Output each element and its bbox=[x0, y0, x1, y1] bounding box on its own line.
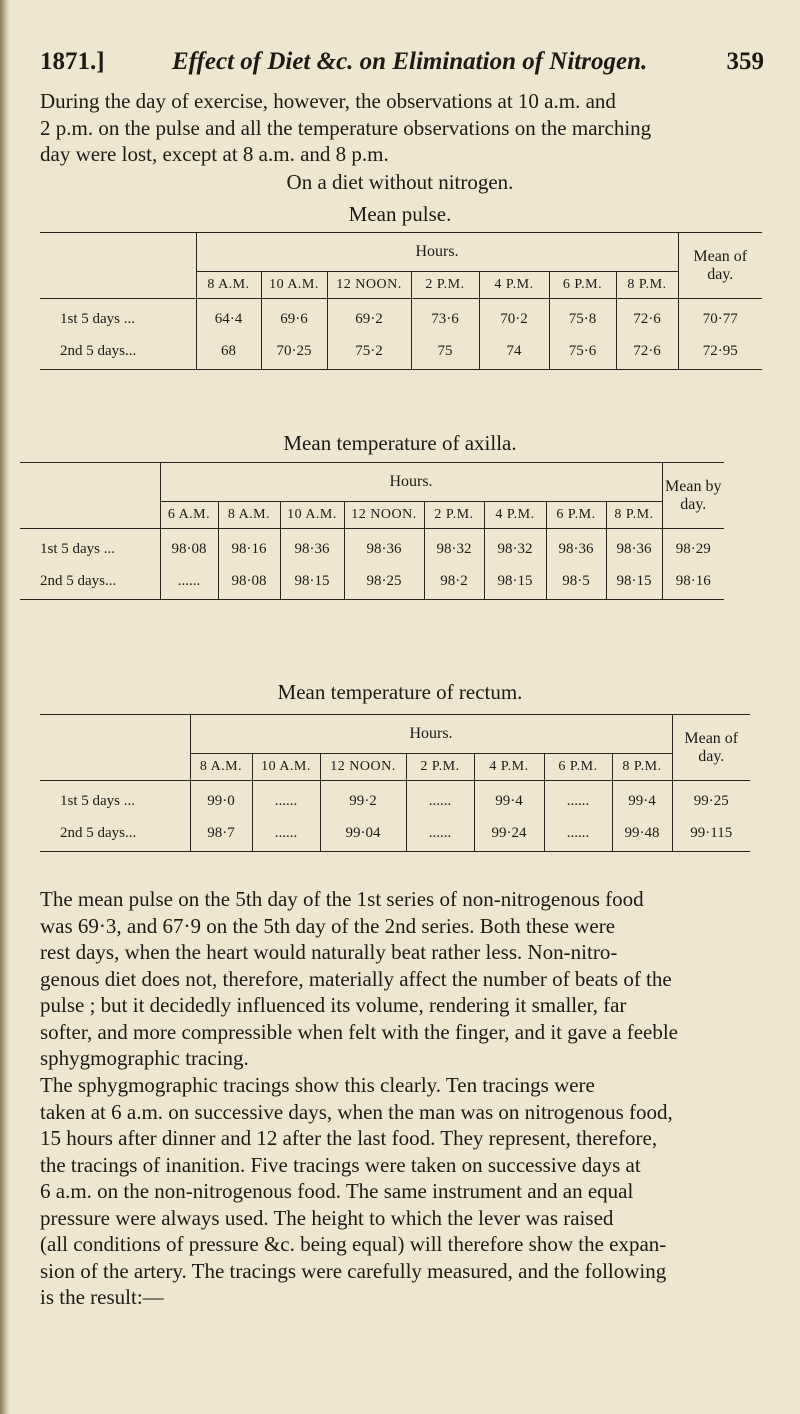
rectum-corner bbox=[40, 715, 190, 781]
table-cell: 98·5 bbox=[562, 573, 590, 589]
table-cell: 98·32 bbox=[436, 541, 472, 557]
axilla-col-cells bbox=[484, 529, 546, 600]
rectum-col-header: 6 P.M. bbox=[544, 754, 612, 781]
text-line: softer, and more compressible when felt with the finger, and it gave a feeble bbox=[40, 1019, 678, 1044]
pulse-col-cells bbox=[479, 299, 549, 370]
pulse-col-header: 10 A.M. bbox=[261, 272, 327, 299]
pulse-corner bbox=[40, 233, 196, 299]
table-cell: 72·6 bbox=[633, 311, 661, 327]
axilla-col-cells bbox=[160, 529, 218, 600]
row-label: 1st 5 days ... bbox=[40, 541, 115, 557]
pulse-col-header: 12 NOON. bbox=[327, 272, 411, 299]
axilla-col-cells bbox=[280, 529, 344, 600]
table-cell: 98·15 bbox=[616, 573, 652, 589]
table-cell: 98·36 bbox=[616, 541, 652, 557]
row-label: 2nd 5 days... bbox=[60, 343, 137, 359]
section-title: On a diet without nitrogen. bbox=[286, 170, 514, 194]
axilla-col-header: 2 P.M. bbox=[424, 502, 484, 529]
header-title: Effect of Diet &c. on Elimination of Nitrogen. bbox=[172, 48, 648, 75]
rectum-col-header: 4 P.M. bbox=[474, 754, 544, 781]
table-cell: 75 bbox=[437, 343, 453, 359]
text-line: genous diet does not, therefore, materially affect the number of beats of the bbox=[40, 966, 672, 991]
table-cell: ...... bbox=[566, 825, 590, 841]
axilla-col-header: 12 NOON. bbox=[344, 502, 424, 529]
table-cell: ...... bbox=[428, 825, 452, 841]
axilla-col-header: 10 A.M. bbox=[280, 502, 344, 529]
axilla-row-labels bbox=[20, 529, 160, 600]
axilla-col-header: 8 A.M. bbox=[218, 502, 280, 529]
table-cell: ...... bbox=[274, 793, 298, 809]
intro-paragraph bbox=[40, 88, 764, 168]
body-paragraph-2 bbox=[40, 1072, 764, 1311]
axilla-col-cells bbox=[424, 529, 484, 600]
body-paragraph-1 bbox=[40, 886, 764, 1072]
mean-cell: 98·16 bbox=[675, 573, 711, 589]
text-line: (all conditions of pressure &c. being equal) will therefore show the expan- bbox=[40, 1232, 667, 1256]
table-cell: 64·4 bbox=[214, 311, 243, 327]
pulse-col-cells bbox=[261, 299, 327, 370]
intro-line: 2 p.m. on the pulse and all the temperature observations on the marching bbox=[40, 115, 652, 140]
table-cell: 98·16 bbox=[231, 541, 267, 557]
text-line: the tracings of inanition. Five tracings were taken on successive days at bbox=[40, 1152, 641, 1177]
table-cell: 99·48 bbox=[624, 825, 660, 841]
row-label: 2nd 5 days... bbox=[60, 825, 137, 841]
pulse-col-header: 8 P.M. bbox=[616, 272, 678, 299]
axilla-caption: Mean temperature of axilla. bbox=[283, 431, 517, 455]
table-cell: 74 bbox=[506, 343, 522, 359]
rectum-table bbox=[40, 714, 750, 852]
pulse-hours-header: Hours. bbox=[196, 233, 678, 272]
axilla-col-header: 6 A.M. bbox=[160, 502, 218, 529]
pulse-col-header: 8 A.M. bbox=[196, 272, 261, 299]
pulse-mean-cells bbox=[678, 299, 762, 370]
text-line: sphygmographic tracing. bbox=[40, 1046, 249, 1070]
text-line: rest days, when the heart would naturally beat rather less. Non-nitro- bbox=[40, 940, 618, 964]
table-cell: 99·04 bbox=[345, 825, 381, 841]
axilla-table bbox=[20, 462, 724, 600]
table-cell: 99·2 bbox=[349, 793, 377, 809]
text-line: taken at 6 a.m. on successive days, when the man was on nitrogenous food, bbox=[40, 1099, 673, 1124]
axilla-col-cells bbox=[606, 529, 662, 600]
pulse-mean-header: Mean of day. bbox=[678, 233, 762, 299]
table-cell: 98·08 bbox=[231, 573, 267, 589]
pulse-col-header: 2 P.M. bbox=[411, 272, 479, 299]
rectum-col-cells bbox=[474, 781, 544, 852]
table-cell: 98·08 bbox=[171, 541, 207, 557]
pulse-col-header: 4 P.M. bbox=[479, 272, 549, 299]
rectum-caption: Mean temperature of rectum. bbox=[277, 680, 523, 704]
table-cell: 72·6 bbox=[633, 343, 661, 359]
rectum-col-header: 10 A.M. bbox=[252, 754, 320, 781]
axilla-hours-header: Hours. bbox=[160, 463, 662, 502]
mean-cell: 99·25 bbox=[693, 793, 729, 809]
axilla-corner bbox=[20, 463, 160, 529]
table-cell: 98·36 bbox=[294, 541, 330, 557]
pulse-col-header: 6 P.M. bbox=[549, 272, 616, 299]
rectum-col-cells bbox=[252, 781, 320, 852]
pulse-row-labels bbox=[40, 299, 196, 370]
table-cell: 98·25 bbox=[366, 573, 402, 589]
table-cell: 98·15 bbox=[294, 573, 330, 589]
table-cell: 69·6 bbox=[280, 311, 308, 327]
table-cell: 75·2 bbox=[355, 343, 383, 359]
text-line: was 69·3, and 67·9 on the 5th day of the 2nd series. Both these were bbox=[40, 913, 616, 938]
axilla-col-header: 8 P.M. bbox=[606, 502, 662, 529]
pulse-col-cells bbox=[411, 299, 479, 370]
table-cell: 70·25 bbox=[276, 343, 312, 359]
text-line: 6 a.m. on the non-nitrogenous food. The same instrument and an equal bbox=[40, 1179, 634, 1203]
table-cell: 98·15 bbox=[497, 573, 533, 589]
rectum-col-cells bbox=[612, 781, 672, 852]
pulse-table bbox=[40, 232, 762, 370]
row-label: 2nd 5 days... bbox=[40, 573, 117, 589]
axilla-col-cells bbox=[546, 529, 606, 600]
row-label: 1st 5 days ... bbox=[60, 793, 135, 809]
intro-line: During the day of exercise, however, the observations at 10 a.m. and bbox=[40, 89, 616, 113]
table-cell: 73·6 bbox=[431, 311, 459, 327]
mean-cell: 72·95 bbox=[702, 343, 738, 359]
rectum-col-header: 12 NOON. bbox=[320, 754, 406, 781]
text-line: The mean pulse on the 5th day of the 1st series of non-nitrogenous food bbox=[40, 887, 644, 911]
text-line: The sphygmographic tracings show this clearly. Ten tracings were bbox=[40, 1073, 595, 1097]
text-line: pulse ; but it decidedly influenced its volume, rendering it smaller, far bbox=[40, 993, 627, 1017]
axilla-col-cells bbox=[218, 529, 280, 600]
text-line: is the result:— bbox=[40, 1285, 164, 1309]
table-cell: 98·7 bbox=[207, 825, 235, 841]
rectum-col-cells bbox=[320, 781, 406, 852]
text-line: 15 hours after dinner and 12 after the last food. They represent, therefore, bbox=[40, 1126, 658, 1150]
pulse-col-cells bbox=[196, 299, 261, 370]
rectum-col-cells bbox=[190, 781, 252, 852]
rectum-mean-header: Mean of day. bbox=[672, 715, 750, 781]
table-cell: 99·4 bbox=[495, 793, 523, 809]
rectum-col-header: 8 A.M. bbox=[190, 754, 252, 781]
table-cell: 75·8 bbox=[568, 311, 597, 327]
pulse-col-cells bbox=[327, 299, 411, 370]
table-cell: 75·6 bbox=[568, 343, 597, 359]
mean-cell: 98·29 bbox=[675, 541, 711, 557]
rectum-col-header: 8 P.M. bbox=[612, 754, 672, 781]
mean-cell: 70·77 bbox=[702, 311, 738, 327]
axilla-col-cells bbox=[344, 529, 424, 600]
table-cell: ...... bbox=[274, 825, 298, 841]
rectum-col-header: 2 P.M. bbox=[406, 754, 474, 781]
pulse-col-cells bbox=[616, 299, 678, 370]
intro-line: day were lost, except at 8 a.m. and 8 p.m. bbox=[40, 142, 389, 166]
axilla-col-header: 6 P.M. bbox=[546, 502, 606, 529]
rectum-mean-cells bbox=[672, 781, 750, 852]
running-header bbox=[40, 48, 764, 84]
table-cell: ...... bbox=[177, 573, 201, 589]
rectum-col-cells bbox=[544, 781, 612, 852]
text-line: sion of the artery. The tracings were carefully measured, and the following bbox=[40, 1258, 667, 1283]
header-year: 1871.] bbox=[40, 48, 105, 75]
table-cell: 70·2 bbox=[500, 311, 528, 327]
table-cell: ...... bbox=[428, 793, 452, 809]
axilla-col-header: 4 P.M. bbox=[484, 502, 546, 529]
pulse-col-cells bbox=[549, 299, 616, 370]
text-line: pressure were always used. The height to which the lever was raised bbox=[40, 1205, 614, 1230]
table-cell: 68 bbox=[221, 343, 236, 359]
mean-cell: 99·115 bbox=[690, 825, 733, 841]
pulse-caption: Mean pulse. bbox=[348, 202, 452, 226]
table-cell: 99·4 bbox=[628, 793, 656, 809]
table-cell: 99·0 bbox=[207, 793, 235, 809]
axilla-mean-header: Mean by day. bbox=[662, 463, 724, 529]
rectum-col-cells bbox=[406, 781, 474, 852]
table-cell: 98·32 bbox=[497, 541, 533, 557]
page-number: 359 bbox=[726, 48, 764, 75]
rectum-row-labels bbox=[40, 781, 190, 852]
row-label: 1st 5 days ... bbox=[60, 311, 135, 327]
table-cell: 98·36 bbox=[366, 541, 402, 557]
table-cell: 69·2 bbox=[355, 311, 383, 327]
table-cell: 98·2 bbox=[440, 573, 468, 589]
table-cell: ...... bbox=[566, 793, 590, 809]
axilla-mean-cells bbox=[662, 529, 724, 600]
rectum-hours-header: Hours. bbox=[190, 715, 672, 754]
table-cell: 98·36 bbox=[558, 541, 594, 557]
table-cell: 99·24 bbox=[491, 825, 527, 841]
